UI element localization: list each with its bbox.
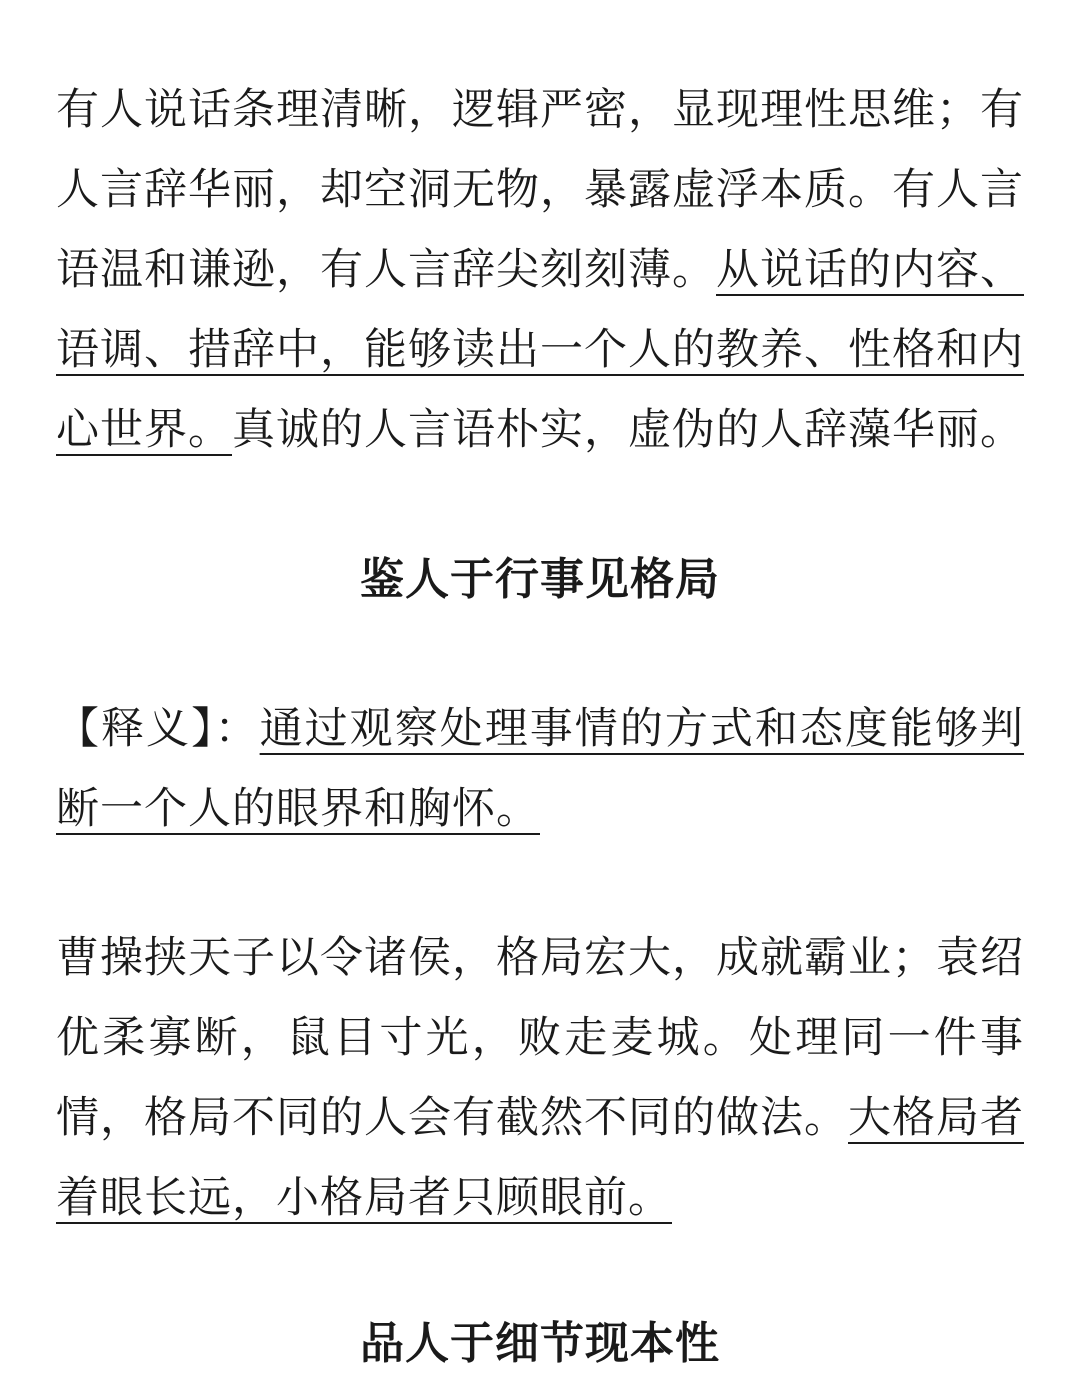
- paragraph-definition: [56, 689, 1024, 849]
- underlined-sentence: 从说话的内容、语调、措辞中，能够读出一个人的教养、性格和内心世界。: [56, 245, 1024, 455]
- paragraph-speech: [56, 70, 1024, 470]
- underlined-sentence: 通过观察处理事情的方式和态度能够判断一个人的眼界和胸怀。: [56, 704, 1025, 834]
- section-heading: 品人于细节现本性: [360, 1318, 720, 1369]
- paragraph-text: 有人说话条理清晰，逻辑严密，显现理性思维；有人言辞华丽，却空洞无物，暴露虚浮本质。有人言语温和谦逊，有人言辞尖刻刻薄。: [56, 85, 1024, 295]
- article-body: [56, 70, 1024, 1384]
- paragraph-example: [56, 918, 1024, 1238]
- section-heading: 鉴人于行事见格局: [360, 554, 720, 605]
- underlined-sentence: 大格局者着眼长远，小格局者只顾眼前。: [56, 1093, 1024, 1223]
- definition-label: 【释义】：: [56, 704, 260, 754]
- paragraph-text: 真诚的人言语朴实，虚伪的人辞藻华丽。: [232, 405, 1024, 455]
- paragraph-text: 曹操挟天子以令诸侯，格局宏大，成就霸业；袁绍优柔寡断，鼠目寸光，败走麦城。处理同一件事情，格局不同的人会有截然不同的做法。: [56, 933, 1024, 1143]
